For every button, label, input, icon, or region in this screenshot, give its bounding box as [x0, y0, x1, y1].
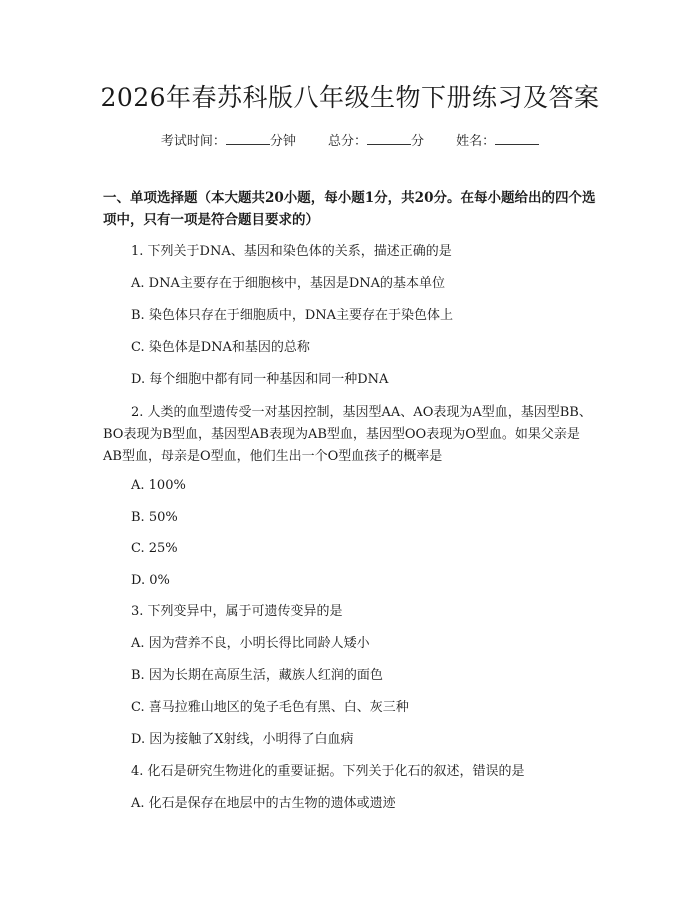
total-score-unit: 分 [411, 134, 425, 149]
page-title: 2026年春苏科版八年级生物下册练习及答案 [100, 83, 600, 112]
question-3-option-b: B. 因为长期在高原生活，藏族人红润的面色 [131, 668, 383, 683]
exam-time-unit: 分钟 [269, 134, 296, 149]
section-heading: 一、单项选择题（本大题共20小题，每小题1分，共20分。在每小题给出的四个选项中，只有一项是符合题目要求的） [103, 190, 596, 228]
exam-time-label: 考试时间： [160, 134, 226, 149]
question-2-option-d: D. 0% [131, 573, 170, 588]
question-3-option-a: A. 因为营养不良，小明长得比同龄人矮小 [131, 636, 370, 651]
question-1-stem: 1. 下列关于DNA、基因和染色体的关系，描述正确的是 [131, 244, 452, 259]
question-1-option-c: C. 染色体是DNA和基因的总称 [131, 340, 310, 355]
total-score-field [328, 130, 424, 152]
exam-time-blank [226, 130, 270, 145]
question-1-option-a: A. DNA主要存在于细胞核中，基因是DNA的基本单位 [131, 276, 446, 291]
student-name-blank [495, 130, 539, 145]
question-2-option-b: B. 50% [131, 510, 178, 525]
question-2-stem: 2. 人类的血型遗传受一对基因控制，基因型AA、AO表现为A型血，基因型BB、BO表现为B型血，基因型AB表现为AB型血，基因型OO表现为O型血。如果父亲是AB型血，母亲是O型血，他们生出一个O型血孩子的概率是 [103, 405, 592, 464]
total-score-blank [367, 130, 411, 145]
question-1-option-b: B. 染色体只存在于细胞质中，DNA主要存在于染色体上 [131, 308, 454, 323]
student-name-field [456, 130, 539, 152]
question-2-option-a: A. 100% [131, 478, 186, 493]
student-name-label: 姓名： [456, 134, 496, 149]
exam-time-field [161, 130, 296, 152]
question-3-option-d: D. 因为接触了X射线，小明得了白血病 [131, 732, 354, 747]
question-3-stem: 3. 下列变异中，属于可遗传变异的是 [131, 604, 343, 619]
question-4-option-a: A. 化石是保存在地层中的古生物的遗体或遗迹 [131, 796, 396, 811]
total-score-label: 总分： [327, 134, 367, 149]
question-1-option-d: D. 每个细胞中都有同一种基因和同一种DNA [131, 372, 389, 387]
question-3-option-c: C. 喜马拉雅山地区的兔子毛色有黑、白、灰三种 [131, 700, 409, 715]
question-2-option-c: C. 25% [131, 541, 178, 556]
exam-info-line [0, 130, 700, 152]
question-4-stem: 4. 化石是研究生物进化的重要证据。下列关于化石的叙述，错误的是 [131, 764, 525, 779]
